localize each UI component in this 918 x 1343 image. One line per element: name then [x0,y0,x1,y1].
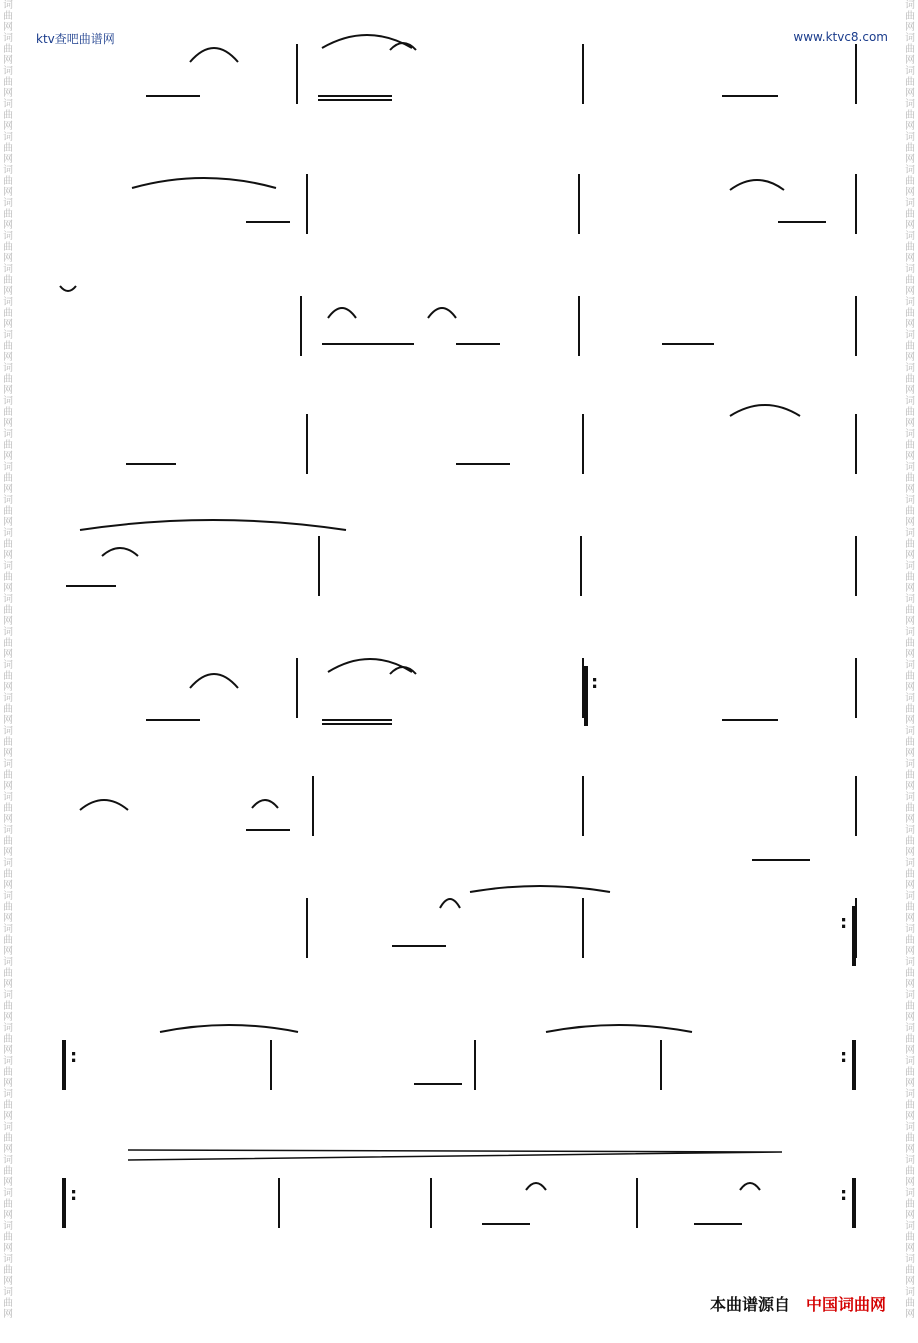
side-watermark-right: 词曲网词曲网词曲网词曲网词曲网词曲网词曲网词曲网词曲网词曲网词曲网词曲网词曲网词曲网词曲网词曲网词曲网词曲网词曲网词曲网词曲网词曲网词曲网词曲网词曲网词曲网词曲网词曲网词曲网词曲网词曲网词曲网词曲网词曲网词曲网词曲网词曲网词曲网词曲网词曲网 [905,0,915,1320]
slur [428,308,456,318]
slur [80,520,346,530]
repeat-dots: : [70,1184,78,1205]
slur [440,899,460,908]
slur [730,405,800,416]
footer-source-site: 中国词曲网 [805,1295,886,1314]
repeat-dots: : [840,912,848,933]
slur [730,180,784,190]
side-watermark-left: 词曲网词曲网词曲网词曲网词曲网词曲网词曲网词曲网词曲网词曲网词曲网词曲网词曲网词曲网词曲网词曲网词曲网词曲网词曲网词曲网词曲网词曲网词曲网词曲网词曲网词曲网词曲网词曲网词曲网词曲网词曲网词曲网词曲网词曲网词曲网词曲网词曲网词曲网词曲网词曲网 [3,0,13,1320]
slur [526,1183,546,1190]
slur [470,886,610,892]
watermark-right: www.ktvc8.com [793,30,888,44]
watermark-left: ktv查吧曲谱网 [36,32,115,46]
slur [252,800,278,808]
footer-source-label: 本曲谱源自 [709,1295,790,1314]
slur [740,1183,760,1190]
decrescendo-hairpin [128,1150,782,1160]
repeat-dots: : [840,1184,848,1205]
slur [322,35,412,48]
slur [328,308,356,318]
slur [80,800,128,810]
repeat-dots: : [591,672,599,693]
slur [190,674,238,688]
slur [328,659,412,672]
repeat-dots: : [70,1046,78,1067]
slur [102,548,138,556]
slur [160,1025,298,1032]
slur [190,48,238,62]
slur [132,178,276,188]
slur [60,286,76,291]
repeat-dots: : [840,1046,848,1067]
slur [546,1025,692,1032]
